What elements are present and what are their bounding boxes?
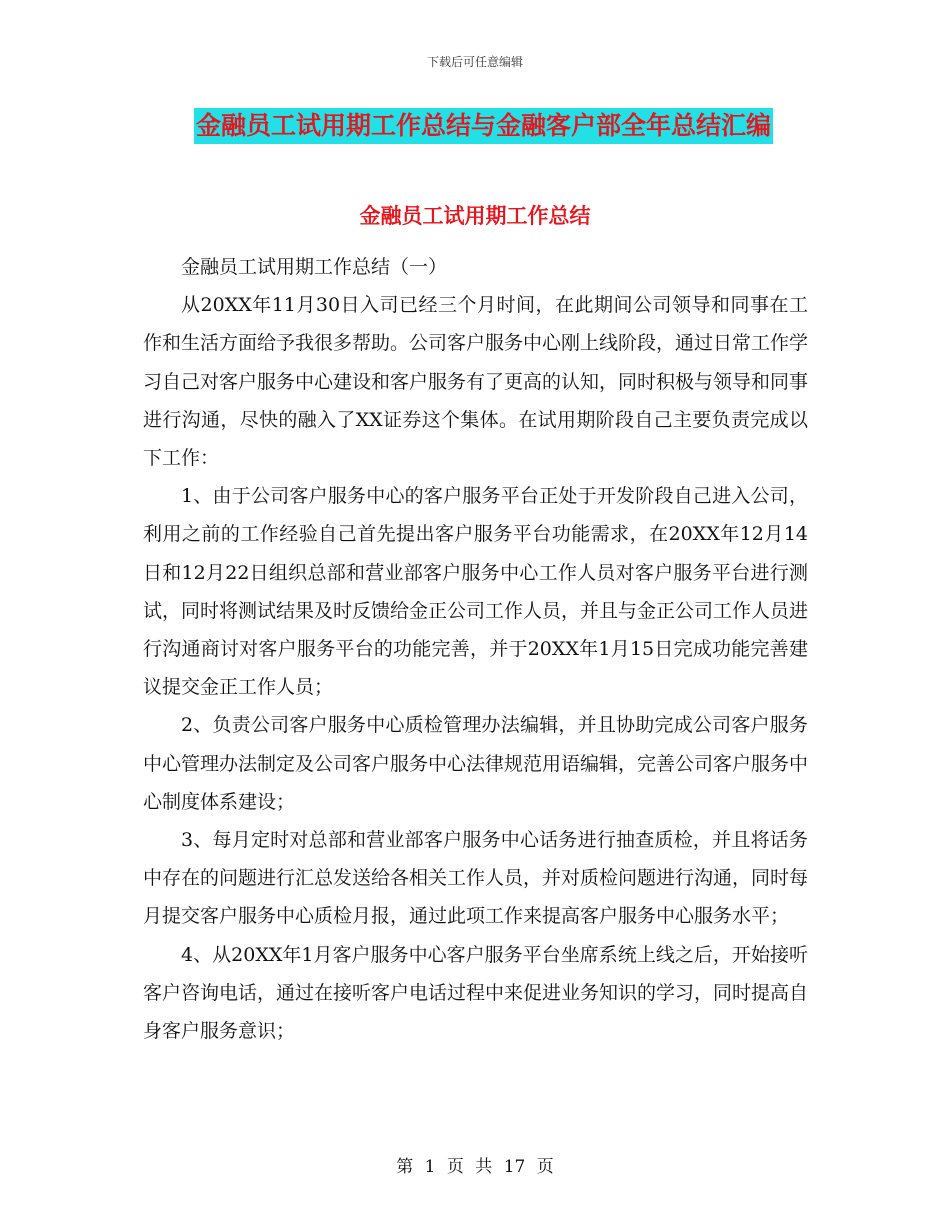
- document-body: [143, 248, 808, 1050]
- paragraph: 从20XX年11月30日入司已经三个月时间，在此期间公司领导和同事在工作和生活方面给予我很多帮助。公司客户服务中心刚上线阶段，通过日常工作学习自己对客户服务中心建设和客户服务有了更高的认知，同时积极与领导和同事进行沟通，尽快的融入了XX证券这个集体。在试用期阶段自己主要负责完成以下工作：: [143, 294, 809, 470]
- document-title: 金融员工试用期工作总结与金融客户部全年总结汇编: [194, 108, 773, 144]
- paragraph: 2、负责公司客户服务中心质检管理办法编辑，并且协助完成公司客户服务中心管理办法制定及公司客户服务中心法律规范用语编辑，完善公司客户服务中心制度体系建设；: [143, 714, 809, 813]
- section-title: 金融员工试用期工作总结: [359, 204, 591, 228]
- paragraph: 4、从20XX年1月客户服务中心客户服务平台坐席系统上线之后，开始接听客户咨询电话，通过在接听客户电话过程中来促进业务知识的学习，同时提高自身客户服务意识；: [143, 943, 809, 1043]
- paragraph: 1、由于公司客户服务中心的客户服务平台正处于开发阶段自己进入公司，利用之前的工作经验自己首先提出客户服务平台功能需求，在20XX年12月14日和12月22日组织总部和营业部客户服务中心工作人员对客户服务平台进行测试，同时将测试结果及时反馈给金正公司工作人员，并且与金正公司工作人员进行沟通商讨对客户服务平台的功能完善，并于20XX年1月15日完成功能完善建议提交金正工作人员；: [143, 485, 809, 699]
- paragraph: 3、每月定时对总部和营业部客户服务中心话务进行抽查质检，并且将话务中存在的问题进行汇总发送给各相关工作人员，并对质检问题进行沟通，同时每月提交客户服务中心质检月报，通过此项工作来提高客户服务中心服务水平；: [143, 829, 809, 928]
- page-number-footer: 第 1 页 共 17 页: [396, 1157, 554, 1177]
- paragraph-subtitle: 金融员工试用期工作总结（一）: [181, 256, 448, 278]
- header-note: 下载后可任意编辑: [426, 55, 523, 69]
